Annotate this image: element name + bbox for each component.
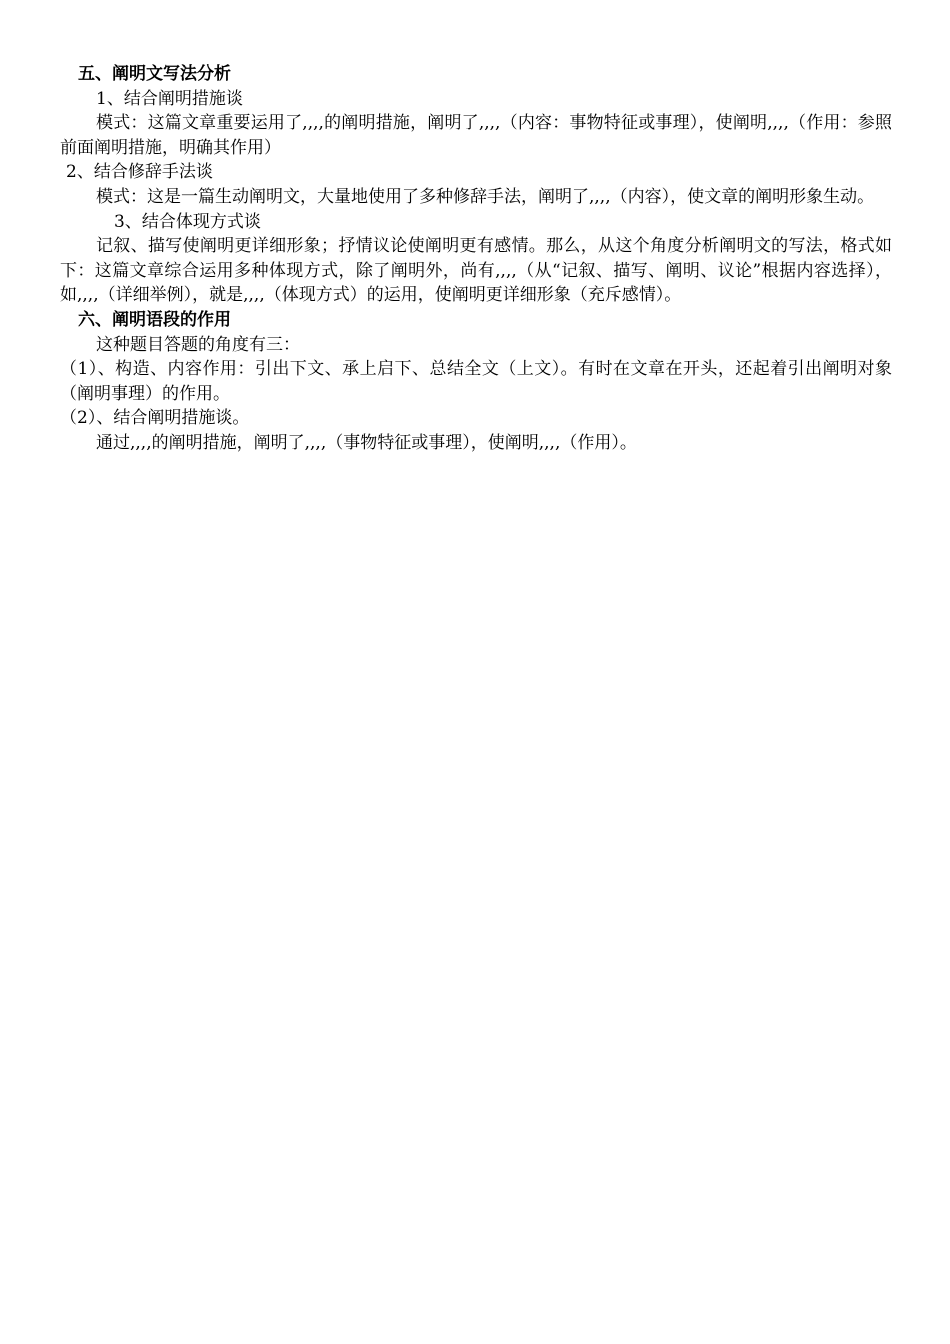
subsection-2-title: 2、结合修辞手法谈 bbox=[66, 162, 213, 183]
subsection-3-title: 3、结合体现方式谈 bbox=[114, 211, 261, 232]
section-6-intro: 这种题目答题的角度有三： bbox=[96, 334, 300, 355]
subsection-1-body: 模式：这篇文章重要运用了,,,,的阐明措施，阐明了,,,,（内容：事物特征或事理），使阐明,,,,（作用：参照前面阐明措施，明确其作用） bbox=[60, 113, 892, 158]
subsection-1-title: 1、结合阐明措施谈 bbox=[96, 88, 243, 109]
subsection-2-body: 模式：这是一篇生动阐明文，大量地使用了多种修辞手法，阐明了,,,,（内容），使文章的阐明形象生动。 bbox=[96, 186, 875, 207]
section-6-item-1: （1）、构造、内容作用：引出下文、承上启下、总结全文（上文）。有时在文章在开头，还起着引出阐明对象（阐明事理）的作用。 bbox=[60, 359, 892, 404]
document-page bbox=[60, 62, 892, 456]
section-6-heading: 六、阐明语段的作用 bbox=[78, 309, 231, 330]
section-6-item-2-title: （2）、结合阐明措施谈。 bbox=[60, 408, 250, 429]
subsection-3-body: 记叙、描写使阐明更详细形象；抒情议论使阐明更有感情。那么，从这个角度分析阐明文的写法，格式如下：这篇文章综合运用多种体现方式，除了阐明外，尚有,,,,（从“记叙、描写、阐明、议论”根据内容选择），如,,,,（详细举例），就是,,,,（体现方式）的运用，使阐明更详细形象（充斥感情）。 bbox=[60, 236, 892, 306]
section-6-item-2-body: 通过,,,,的阐明措施，阐明了,,,,（事物特征或事理），使阐明,,,,（作用）。 bbox=[96, 432, 637, 453]
section-5-heading: 五、阐明文写法分析 bbox=[78, 64, 231, 84]
